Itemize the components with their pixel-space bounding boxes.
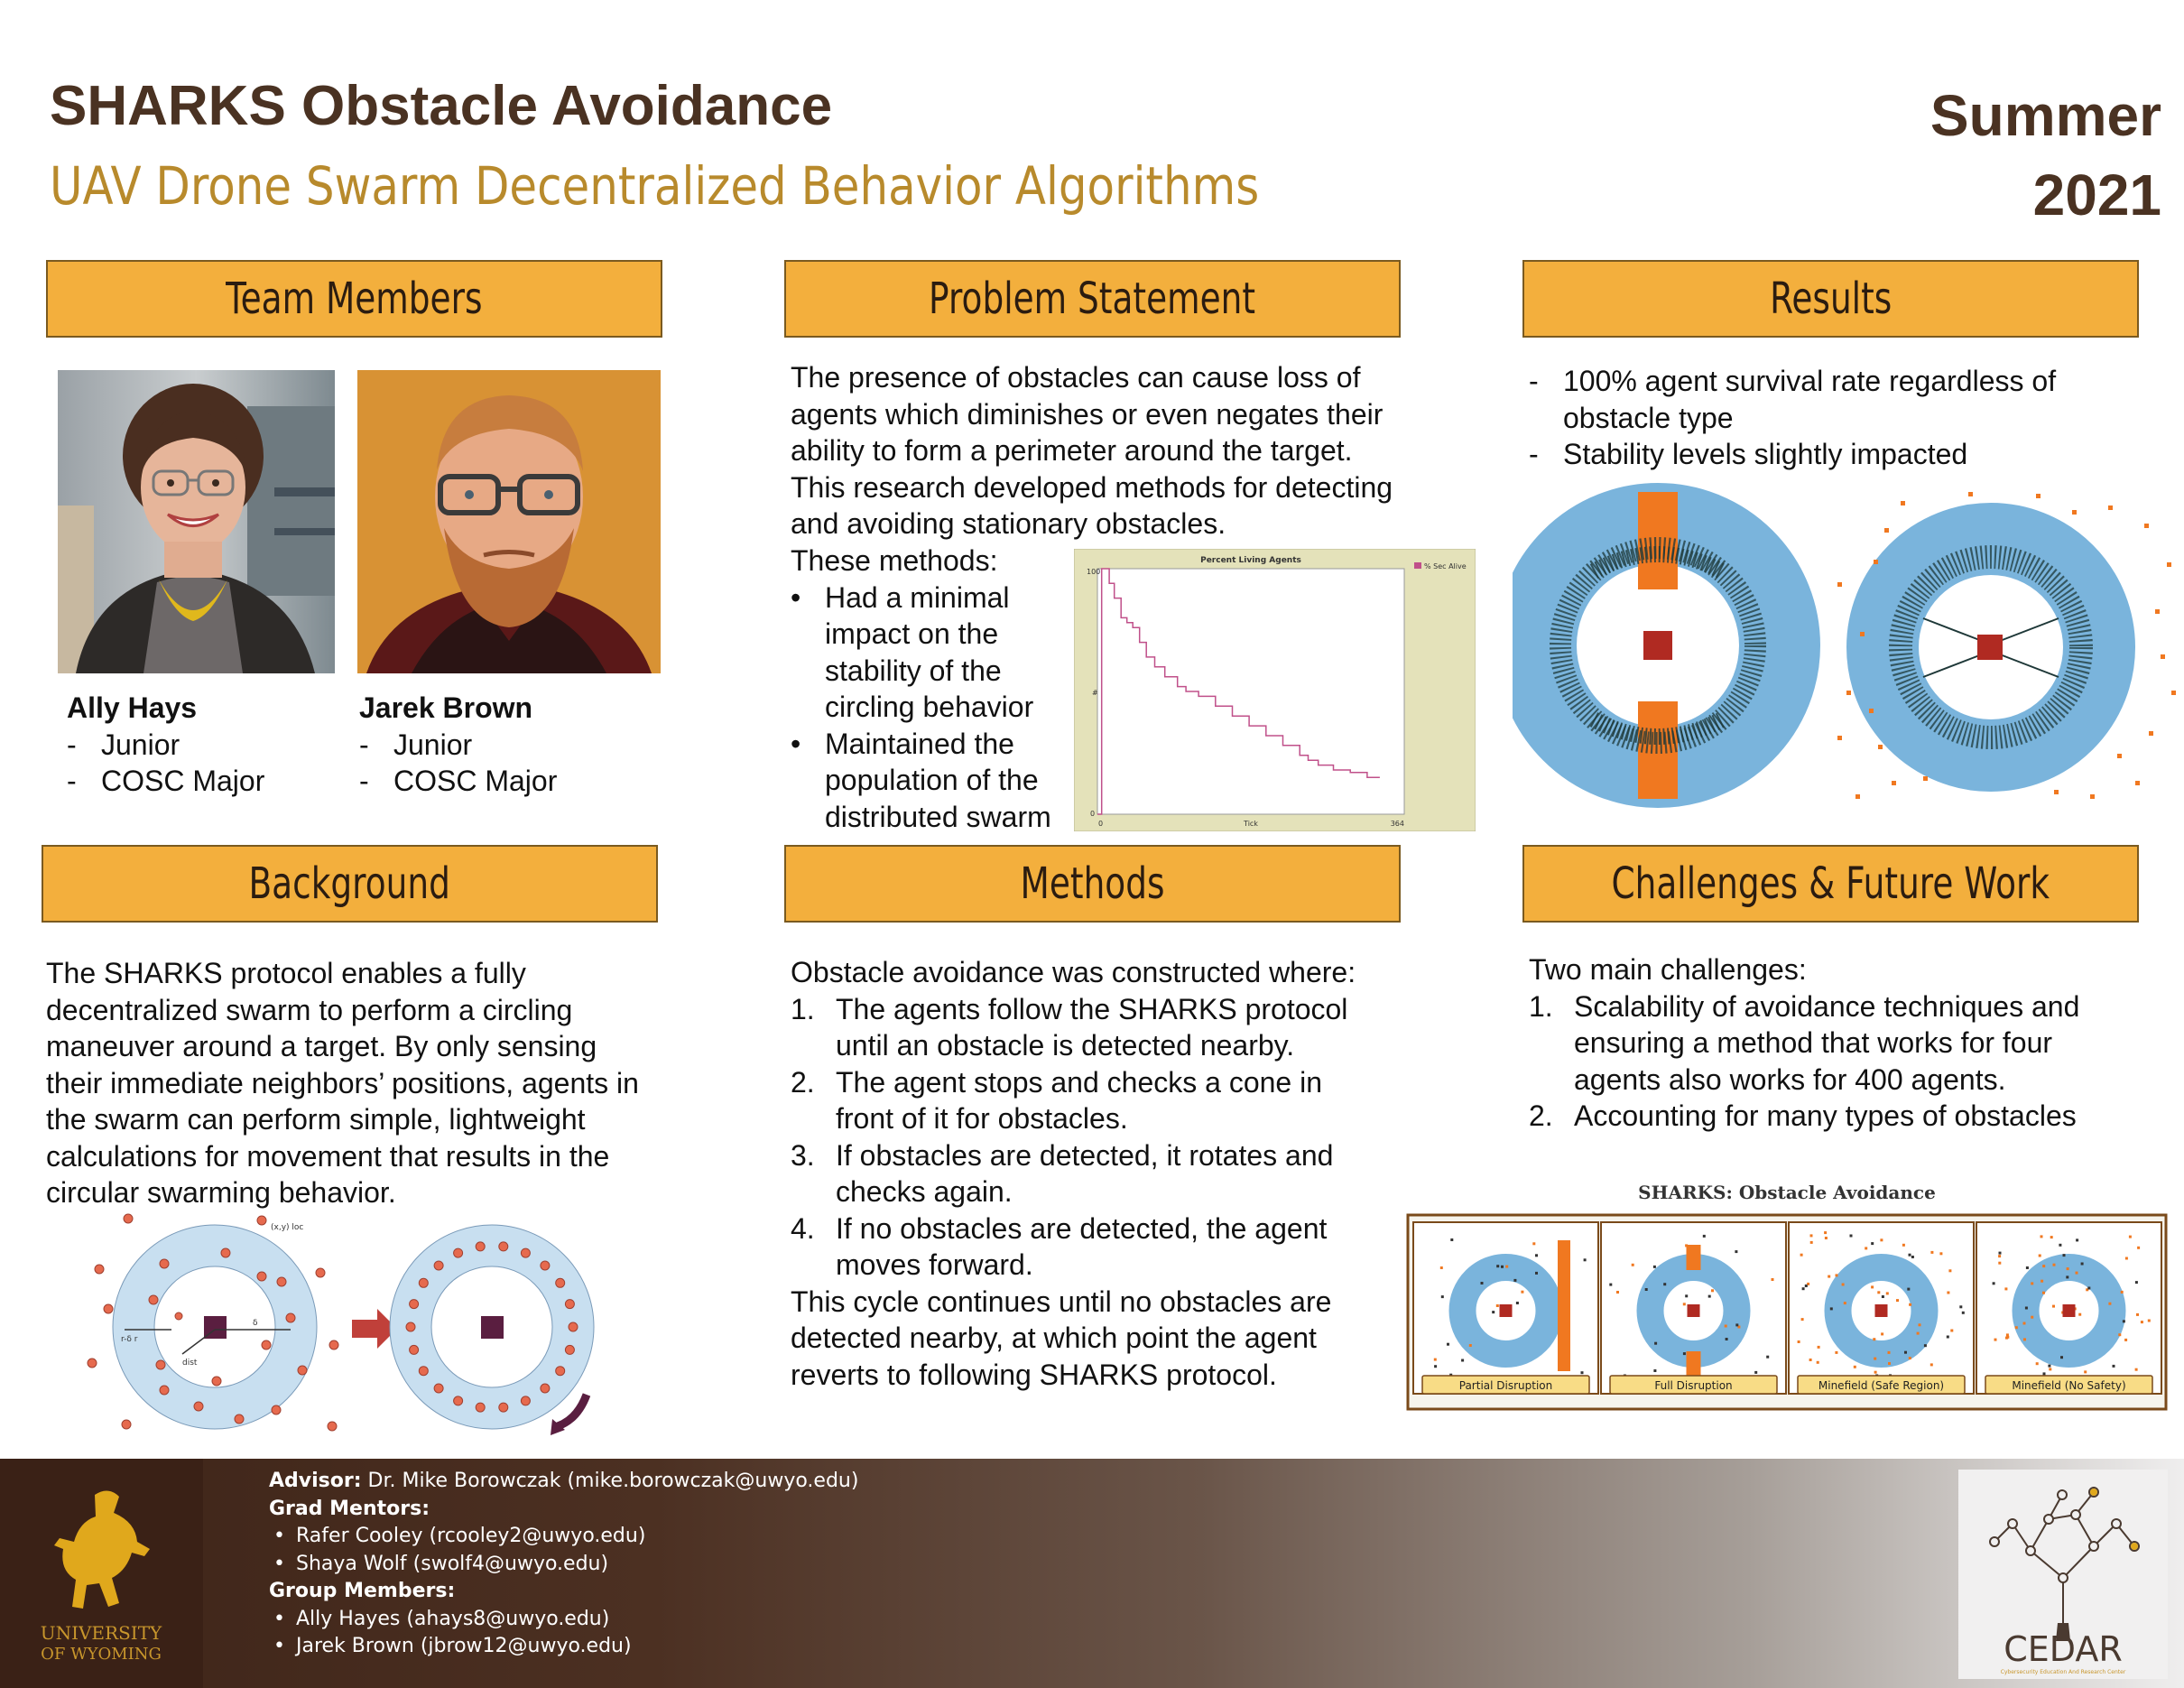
challenges-lead: Two main challenges: <box>1529 953 1807 986</box>
agent-dot <box>499 1403 508 1412</box>
member-detail: - Junior <box>359 728 473 761</box>
problem-lead: These methods: <box>791 544 998 577</box>
cedar-subtitle: Cybersecurity Education And Research Center <box>2000 1669 2126 1675</box>
list-item: • Maintained the population of the distributed swarm <box>791 727 1051 833</box>
mentor-item: • Rafer Cooley (rcooley2@uwyo.edu) <box>273 1525 646 1547</box>
group-member-item: • Ally Hayes (ahays8@uwyo.edu) <box>273 1607 610 1630</box>
plot-area <box>1097 569 1404 814</box>
target-icon <box>1875 1304 1888 1317</box>
university-line2: OF WYOMING <box>41 1645 162 1664</box>
results-swarm-figures <box>1513 483 2180 812</box>
target-icon <box>1500 1304 1513 1317</box>
diagram-before <box>88 1214 338 1431</box>
agent-dot <box>410 1345 419 1354</box>
agent-dot <box>541 1384 550 1393</box>
obstacle-scenarios-figure <box>1406 1179 2169 1423</box>
challenges-content <box>1529 951 2170 1135</box>
scenario-label: Minefield (Safe Region) <box>1818 1379 1945 1392</box>
list-item: • Had a minimal impact on the stability of the circling behavior <box>791 580 1034 723</box>
list-item: 1. The agents follow the SHARKS protocol until an obstacle is detected nearby. <box>791 992 1348 1062</box>
list-item: - Stability levels slightly impacted <box>1529 438 1968 470</box>
university-logo <box>0 1459 203 1688</box>
y-max-tick: 100 <box>1087 568 1101 576</box>
poster-subtitle: UAV Drone Swarm Decentralized Behavior Algorithms <box>50 155 1260 217</box>
results-header: Results <box>1522 260 2139 338</box>
list-item: 1. Scalability of avoidance techniques and ensuring a method that works for four agents also works for 400 agents. <box>1529 989 2080 1096</box>
season-label: Summer <box>1930 83 2161 148</box>
agent-dot <box>565 1345 574 1354</box>
percent-living-agents-plot <box>1074 549 1476 831</box>
agent-dot <box>434 1261 443 1270</box>
jarek-brown-photo <box>357 370 661 673</box>
list-item: - 100% agent survival rate regardless of obstacle type <box>1529 365 2057 434</box>
team-members-header: Team Members <box>46 260 662 338</box>
methods-header: Methods <box>784 845 1401 923</box>
agent-dot <box>406 1322 415 1331</box>
swarm-full-disruption <box>1536 492 1780 799</box>
x-max-tick: 364 <box>1390 820 1404 828</box>
background-paragraph: The SHARKS protocol enables a fully decentralized swarm to perform a circling maneuver around a target. By only sensing their immediate neighbors’ positions, agents in the swarm can perform simple, lightweight calculations for movement that results in the circular swarming behavior. <box>46 957 639 1209</box>
agent-dot <box>410 1300 419 1309</box>
agent-dot <box>556 1367 565 1376</box>
footer <box>0 1459 2184 1688</box>
target-icon <box>1688 1304 1700 1317</box>
agent-dot <box>454 1396 463 1405</box>
member-jarek-brown <box>359 690 657 800</box>
contacts <box>269 1468 858 1661</box>
methods-closing: This cycle continues until no obstacles are detected nearby, at which point the agent reverts to following SHARKS protocol. <box>791 1285 1332 1391</box>
bucking-horse-icon <box>54 1490 150 1609</box>
diagram-label-delta: δ <box>253 1319 258 1328</box>
agent-dot <box>541 1261 550 1270</box>
background-header: Background <box>42 845 658 923</box>
target-icon <box>481 1316 504 1339</box>
scenario-panel <box>1601 1222 1786 1394</box>
results-list <box>1529 363 2161 473</box>
agent-dot <box>521 1396 530 1405</box>
diagram-label-r: r-δ r <box>121 1335 138 1344</box>
list-item: 3. If obstacles are detected, it rotates and checks again. <box>791 1138 1334 1208</box>
agent-dot <box>569 1322 578 1331</box>
y-axis-label: # <box>1092 689 1098 697</box>
mentor-item: • Shaya Wolf (swolf4@uwyo.edu) <box>273 1552 609 1575</box>
diagram-after <box>390 1225 594 1435</box>
y-min-tick: 0 <box>1090 810 1096 818</box>
problem-paragraph: The presence of obstacles can cause loss of agents which diminishes or even negates their ability to form a perimeter around the target. This research developed methods for detecting and avoiding stationary obstacles. <box>791 361 1393 540</box>
group-member-item: • Jarek Brown (jbrow12@uwyo.edu) <box>273 1635 632 1657</box>
agent-dot <box>556 1278 565 1287</box>
scenario-label: Minefield (No Safety) <box>2012 1379 2126 1392</box>
agent-dot <box>434 1384 443 1393</box>
poster-date <box>1930 76 2161 235</box>
sharks-protocol-diagram <box>81 1210 623 1435</box>
cedar-logo <box>1958 1470 2168 1679</box>
year-label: 2021 <box>2032 162 2161 227</box>
cedar-wordmark: CEDAR <box>2004 1629 2123 1669</box>
figure-title: SHARKS: Obstacle Avoidance <box>1638 1182 1936 1203</box>
methods-content <box>791 954 1413 1393</box>
member-ally-hays <box>67 690 356 800</box>
x-axis-label: Tick <box>1244 820 1258 828</box>
legend-label: % Sec Alive <box>1424 562 1467 570</box>
ally-hays-photo <box>58 370 335 673</box>
mentors-label: Grad Mentors: <box>269 1497 430 1520</box>
agent-dot <box>521 1248 530 1257</box>
target-icon <box>1643 631 1672 660</box>
member-detail: - COSC Major <box>359 765 558 797</box>
scenario-panel <box>1976 1222 2161 1394</box>
member-name: Jarek Brown <box>359 691 533 724</box>
poster-title: SHARKS Obstacle Avoidance <box>50 75 833 137</box>
scenario-label: Partial Disruption <box>1458 1379 1553 1392</box>
agent-dot <box>476 1403 485 1412</box>
problem-methods-list <box>791 543 1079 835</box>
list-item: 2. Accounting for many types of obstacles <box>1529 1099 2077 1132</box>
plot-title: Percent Living Agents <box>1200 556 1301 565</box>
scenario-panel <box>1789 1222 1974 1394</box>
agent-dot <box>476 1242 485 1251</box>
challenges-header: Challenges & Future Work <box>1522 845 2139 923</box>
diagram-label-loc: (x,y) loc <box>271 1223 304 1232</box>
university-line1: UNIVERSITY <box>40 1622 162 1644</box>
member-name: Ally Hays <box>67 691 198 724</box>
agent-dot <box>499 1242 508 1251</box>
x-min-tick: 0 <box>1098 820 1104 828</box>
group-label: Group Members: <box>269 1580 456 1602</box>
problem-statement-header: Problem Statement <box>784 260 1401 338</box>
agent-dot <box>454 1248 463 1257</box>
agent-dot <box>419 1367 428 1376</box>
target-icon <box>1977 635 2003 660</box>
member-detail: - Junior <box>67 728 180 761</box>
list-item: 2. The agent stops and checks a cone in front of it for obstacles. <box>791 1065 1323 1135</box>
target-icon <box>2063 1304 2076 1317</box>
legend-swatch <box>1414 562 1421 569</box>
swarm-minefield <box>1837 492 2180 799</box>
scenario-label: Full Disruption <box>1654 1379 1733 1392</box>
list-item: 4. If no obstacles are detected, the agent moves forward. <box>791 1211 1328 1281</box>
scenario-panel <box>1413 1222 1598 1394</box>
advisor-line: Advisor: Dr. Mike Borowczak (mike.borowczak@uwyo.edu) <box>269 1470 859 1492</box>
diagram-label-dist: dist <box>182 1359 198 1368</box>
methods-lead: Obstacle avoidance was constructed where: <box>791 956 1356 988</box>
agent-dot <box>419 1278 428 1287</box>
member-detail: - COSC Major <box>67 765 265 797</box>
agent-dot <box>565 1300 574 1309</box>
